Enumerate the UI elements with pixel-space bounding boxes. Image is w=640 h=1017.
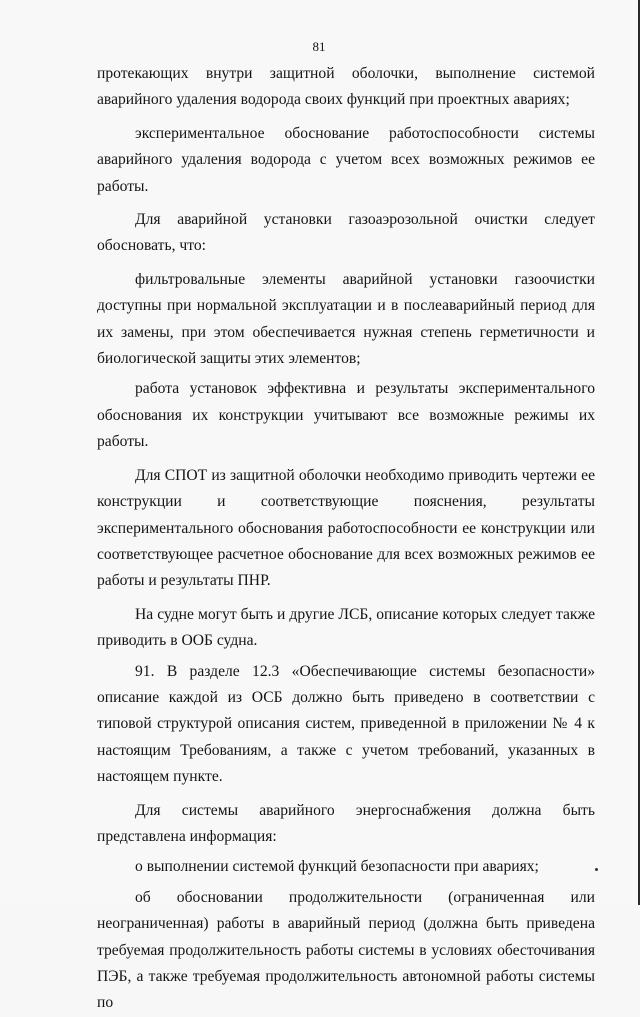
paragraph-7: На судне могут быть и другие ЛСБ, описание которых следует также приводить в ООБ судна. [97,605,595,650]
paragraph-2: экспериментальное обоснование работоспособности системы аварийного удаления водорода с учетом всех возможных режимов ее работы. [97,124,595,195]
body-text [97,61,595,1017]
page-number: 81 [312,39,326,54]
paragraph-1: протекающих внутри защитной оболочки, выполнение системой аварийного удаления водорода своих функций при проектных авариях; [97,65,595,109]
scan-speck [595,868,598,871]
paragraph-9: Для системы аварийного энергоснабжения должна быть представлена информация: [97,801,595,845]
paragraph-10: о выполнении системой функций безопасности при авариях; [135,858,539,876]
paragraph-8: 91. В разделе 12.3 «Обеспечивающие системы безопасности» описание каждой из ОСБ должно быть приведено в соответствии с типовой структурой описания систем, приведенной в приложении № 4 к настоящим Требованиям, а также с учетом требований, указанных в настоящем пункте. [97,662,595,786]
paragraph-3: Для аварийной установки газоаэрозольной очистки следует обосновать, что: [97,211,595,255]
paragraph-6: Для СПОТ из защитной оболочки необходимо приводить чертежи ее конструкции и соответствующие пояснения, результаты экспериментального обоснования работоспособности ее конструкции или соответствующее расчетное обоснование для всех возможных режимов ее работы и результаты ПНР. [97,466,595,590]
paragraph-11: об обосновании продолжительности (ограниченная или неограниченная) работы в аварийный период (должна быть приведена требуемая продолжительность работы системы в условиях обесточивания ПЭБ, а также требуемая продолжительность автономной работы системы по [97,888,595,1012]
paragraph-4: фильтровальные элементы аварийной установки газоочистки доступны при нормальной эксплуатации и в послеаварийный период для их замены, при этом обеспечивается нужная степень герметичности и биологической защиты этих элементов; [97,270,595,368]
paragraph-5: работа установок эффективна и результаты экспериментального обоснования их конструкции учитывают все возможные режимы их работы. [97,380,595,451]
